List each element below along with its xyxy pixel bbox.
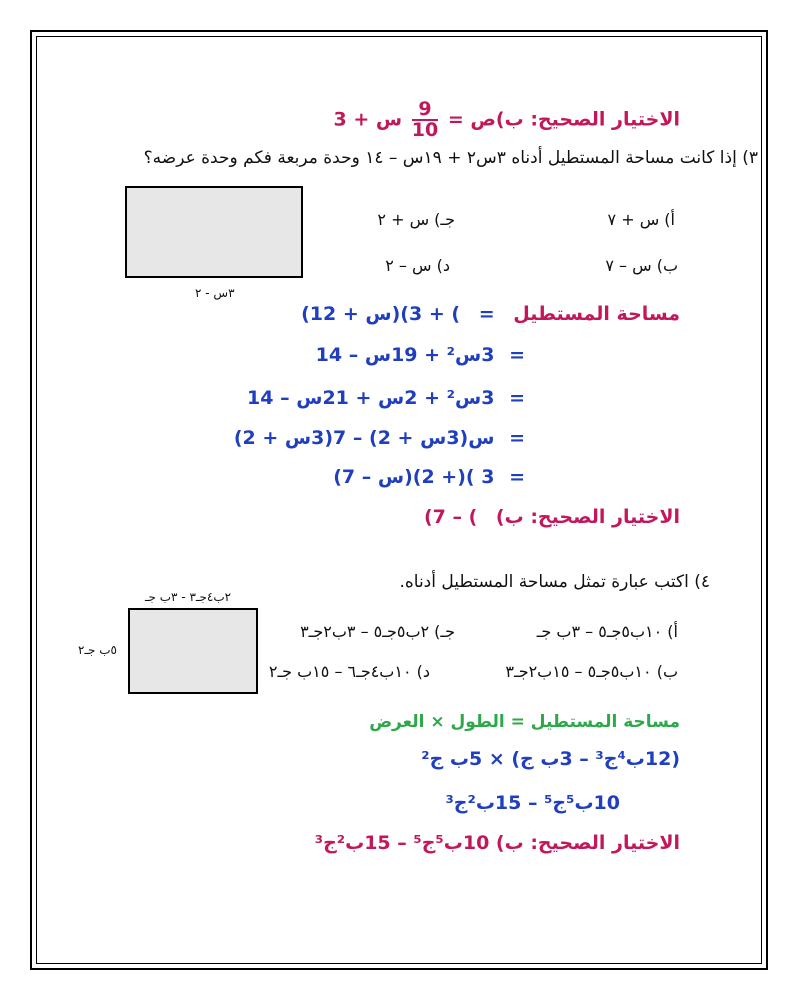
rectangle-label-3: ٣س - ٢ xyxy=(195,286,235,300)
answer-3 xyxy=(424,506,680,528)
step-3-3-rhs: 3س² + 2س + 21س – 14 xyxy=(247,387,495,409)
step-3-5 xyxy=(333,466,525,488)
answer-1-label: الاختيار الصحيح: xyxy=(530,108,680,131)
formula-4: مساحة المستطيل = الطول × العرض xyxy=(369,712,680,732)
rectangle-top-label-4: ٢ب٤جـ٣ - ٣ب جـ xyxy=(145,590,232,604)
answer-1-choice: ب)ص = xyxy=(447,108,524,131)
step-4-2: 10ب⁵ج⁵ – 15ب²ج³ xyxy=(445,792,620,814)
rectangle-figure-4 xyxy=(128,608,258,694)
answer-4 xyxy=(315,832,680,854)
step-3-1 xyxy=(301,303,680,325)
choice-3-a: أ) س + ٧ xyxy=(607,210,675,229)
question-3: ٣) إذا كانت مساحة المستطيل أدناه ٣س٢ + ١٩س – ١٤ وحدة مربعة فكم وحدة عرضه؟ xyxy=(143,148,758,168)
step-3-4 xyxy=(234,427,525,449)
fraction-denominator: 10 xyxy=(411,119,439,141)
choice-3-c: جـ) س + ٢ xyxy=(377,210,455,229)
step-3-4-rhs: س(3س + 2) – 7(3س + 2) xyxy=(233,427,495,449)
page-frame-inner xyxy=(36,36,762,964)
step-3-2-eq: = xyxy=(509,344,525,366)
answer-3-choice: ب) xyxy=(495,506,524,528)
step-3-4-eq: = xyxy=(509,427,525,449)
step-3-5-rhs: 3 )(+ 2)(س – 7) xyxy=(333,466,495,488)
choice-3-b: ب) س – ٧ xyxy=(605,256,678,275)
step-3-2 xyxy=(316,344,525,366)
choice-3-d: د) س – ٢ xyxy=(385,256,450,275)
answer-1-rest: س + 3 xyxy=(333,108,403,131)
step-3-3-eq: = xyxy=(509,387,525,409)
step-4-1: (12ب⁴ج³ – 3ب ج) × 5ب ج² xyxy=(421,748,680,770)
choice-4-d: د) ١٠ب٤جـ٦ – ١٥ب جـ٢ xyxy=(268,662,430,681)
answer-1 xyxy=(334,100,680,140)
rectangle-figure-3 xyxy=(125,186,303,278)
answer-4-choice: ب) xyxy=(495,832,524,854)
answer-1-fraction xyxy=(412,100,438,140)
choice-4-c: جـ) ٢ب٥جـ٥ – ٣ب٢جـ٣ xyxy=(300,622,455,641)
step-3-5-eq: = xyxy=(509,466,525,488)
rectangle-side-label-4: ٥ب جـ٢ xyxy=(78,643,117,657)
step-3-1-lhs: مساحة المستطيل xyxy=(513,303,680,325)
answer-3-label: الاختيار الصحيح: xyxy=(530,506,680,528)
step-3-1-eq: = xyxy=(478,303,495,325)
step-3-1-rhs: ) + 3)(س + 12) xyxy=(301,303,461,325)
step-3-2-rhs: 3س² + 19س – 14 xyxy=(315,344,495,366)
choice-4-b: ب) ١٠ب٥جـ٥ – ١٥ب٢جـ٣ xyxy=(505,662,678,681)
fraction-numerator: 9 xyxy=(412,100,438,121)
choice-4-a: أ) ١٠ب٥جـ٥ – ٣ب جـ xyxy=(536,622,678,641)
answer-3-value: ) – 7) xyxy=(423,506,478,528)
question-4: ٤) اكتب عبارة تمثل مساحة المستطيل أدناه. xyxy=(399,572,710,592)
answer-4-label: الاختيار الصحيح: xyxy=(530,832,680,854)
step-3-3 xyxy=(247,387,525,409)
answer-4-value: 10ب⁵ج⁵ – 15ب²ج³ xyxy=(314,832,490,854)
